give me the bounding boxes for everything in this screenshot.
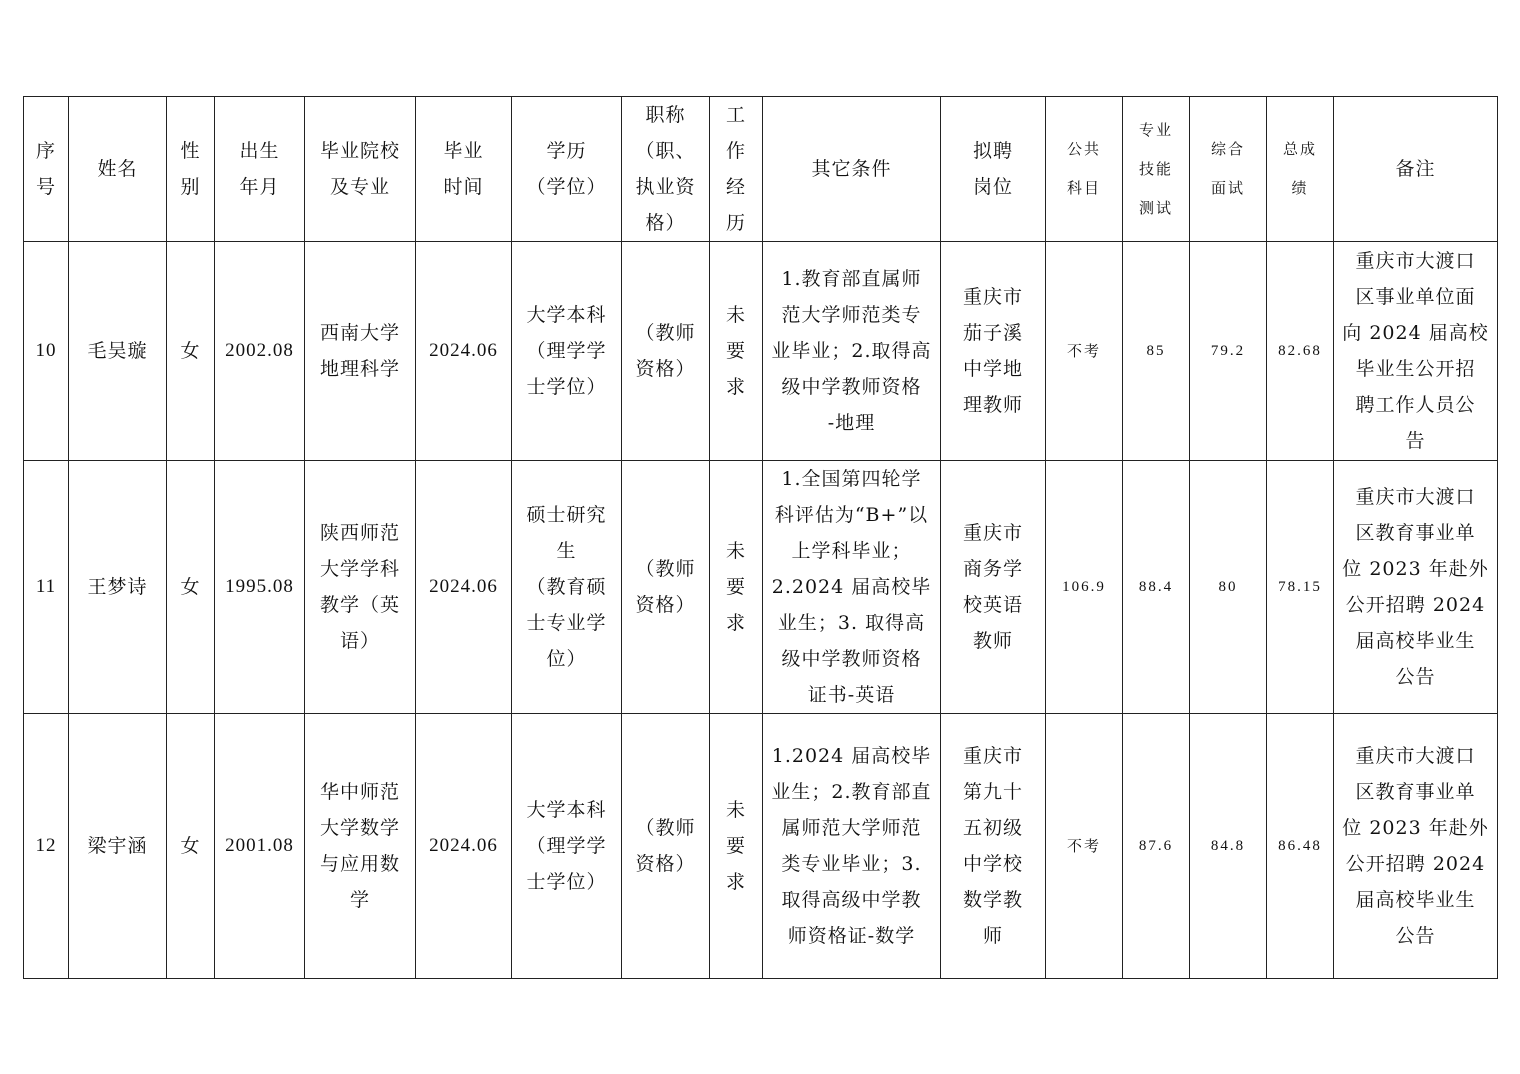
- cell-public: 不考: [1046, 242, 1123, 461]
- cell-other: 1.教育部直属师 范大学师范类专 业毕业；2.取得高 级中学教师资格 -地理: [763, 242, 941, 461]
- cell-degree: 硕士研究 生 （教育硕 士专业学 位）: [512, 461, 622, 714]
- cell-birth: 1995.08: [215, 461, 305, 714]
- cell-skill: 87.6: [1123, 714, 1190, 979]
- cell-skill: 85: [1123, 242, 1190, 461]
- header-gender: 性 别: [167, 97, 215, 242]
- cell-title: （教师 资格）: [622, 242, 710, 461]
- cell-seq: 10: [24, 242, 69, 461]
- cell-gender: 女: [167, 461, 215, 714]
- table-header-row: [24, 97, 1498, 242]
- cell-experience: 未 要 求: [710, 461, 763, 714]
- header-post: 拟聘 岗位: [941, 97, 1046, 242]
- table-row: [24, 242, 1498, 461]
- cell-grad-time: 2024.06: [416, 714, 512, 979]
- cell-remark: 重庆市大渡口 区事业单位面 向 2024 届高校 毕业生公开招 聘工作人员公 告: [1334, 242, 1498, 461]
- header-public: 公共 科目: [1046, 97, 1123, 242]
- cell-total: 78.15: [1267, 461, 1334, 714]
- cell-title: （教师 资格）: [622, 461, 710, 714]
- header-seq: 序 号: [24, 97, 69, 242]
- header-grad-time: 毕业 时间: [416, 97, 512, 242]
- cell-gender: 女: [167, 242, 215, 461]
- cell-school: 西南大学 地理科学: [305, 242, 416, 461]
- header-interview: 综合 面试: [1190, 97, 1267, 242]
- cell-interview: 84.8: [1190, 714, 1267, 979]
- candidate-table: [23, 96, 1498, 979]
- cell-post: 重庆市 第九十 五初级 中学校 数学教 师: [941, 714, 1046, 979]
- cell-school: 陕西师范 大学学科 教学（英 语）: [305, 461, 416, 714]
- cell-seq: 12: [24, 714, 69, 979]
- cell-post: 重庆市 茄子溪 中学地 理教师: [941, 242, 1046, 461]
- header-name: 姓名: [69, 97, 167, 242]
- cell-name: 梁宇涵: [69, 714, 167, 979]
- cell-other: 1.全国第四轮学 科评估为“B+”以 上学科毕业； 2.2024 届高校毕 业生；3. 取得高 级中学教师资格 证书-英语: [763, 461, 941, 714]
- header-birth: 出生 年月: [215, 97, 305, 242]
- cell-total: 82.68: [1267, 242, 1334, 461]
- cell-interview: 79.2: [1190, 242, 1267, 461]
- cell-experience: 未 要 求: [710, 714, 763, 979]
- cell-degree: 大学本科 （理学学 士学位）: [512, 242, 622, 461]
- cell-title: （教师 资格）: [622, 714, 710, 979]
- cell-birth: 2002.08: [215, 242, 305, 461]
- cell-degree: 大学本科 （理学学 士学位）: [512, 714, 622, 979]
- header-title: 职称 （职、 执业资 格）: [622, 97, 710, 242]
- cell-remark: 重庆市大渡口 区教育事业单 位 2023 年赴外 公开招聘 2024 届高校毕业生 公告: [1334, 714, 1498, 979]
- cell-name: 王梦诗: [69, 461, 167, 714]
- cell-public: 不考: [1046, 714, 1123, 979]
- cell-remark: 重庆市大渡口 区教育事业单 位 2023 年赴外 公开招聘 2024 届高校毕业生 公告: [1334, 461, 1498, 714]
- header-degree: 学历 （学位）: [512, 97, 622, 242]
- header-other: 其它条件: [763, 97, 941, 242]
- cell-total: 86.48: [1267, 714, 1334, 979]
- header-total: 总成 绩: [1267, 97, 1334, 242]
- table-row: [24, 461, 1498, 714]
- cell-birth: 2001.08: [215, 714, 305, 979]
- cell-skill: 88.4: [1123, 461, 1190, 714]
- cell-other: 1.2024 届高校毕 业生；2.教育部直 属师范大学师范 类专业毕业；3. 取得高级中学教 师资格证-数学: [763, 714, 941, 979]
- cell-seq: 11: [24, 461, 69, 714]
- cell-post: 重庆市 商务学 校英语 教师: [941, 461, 1046, 714]
- cell-name: 毛吴璇: [69, 242, 167, 461]
- cell-public: 106.9: [1046, 461, 1123, 714]
- header-remark: 备注: [1334, 97, 1498, 242]
- table-row: [24, 714, 1498, 979]
- header-skill: 专业 技能 测试: [1123, 97, 1190, 242]
- header-experience: 工 作 经 历: [710, 97, 763, 242]
- header-school: 毕业院校 及专业: [305, 97, 416, 242]
- cell-gender: 女: [167, 714, 215, 979]
- cell-grad-time: 2024.06: [416, 461, 512, 714]
- cell-grad-time: 2024.06: [416, 242, 512, 461]
- cell-experience: 未 要 求: [710, 242, 763, 461]
- cell-interview: 80: [1190, 461, 1267, 714]
- cell-school: 华中师范 大学数学 与应用数 学: [305, 714, 416, 979]
